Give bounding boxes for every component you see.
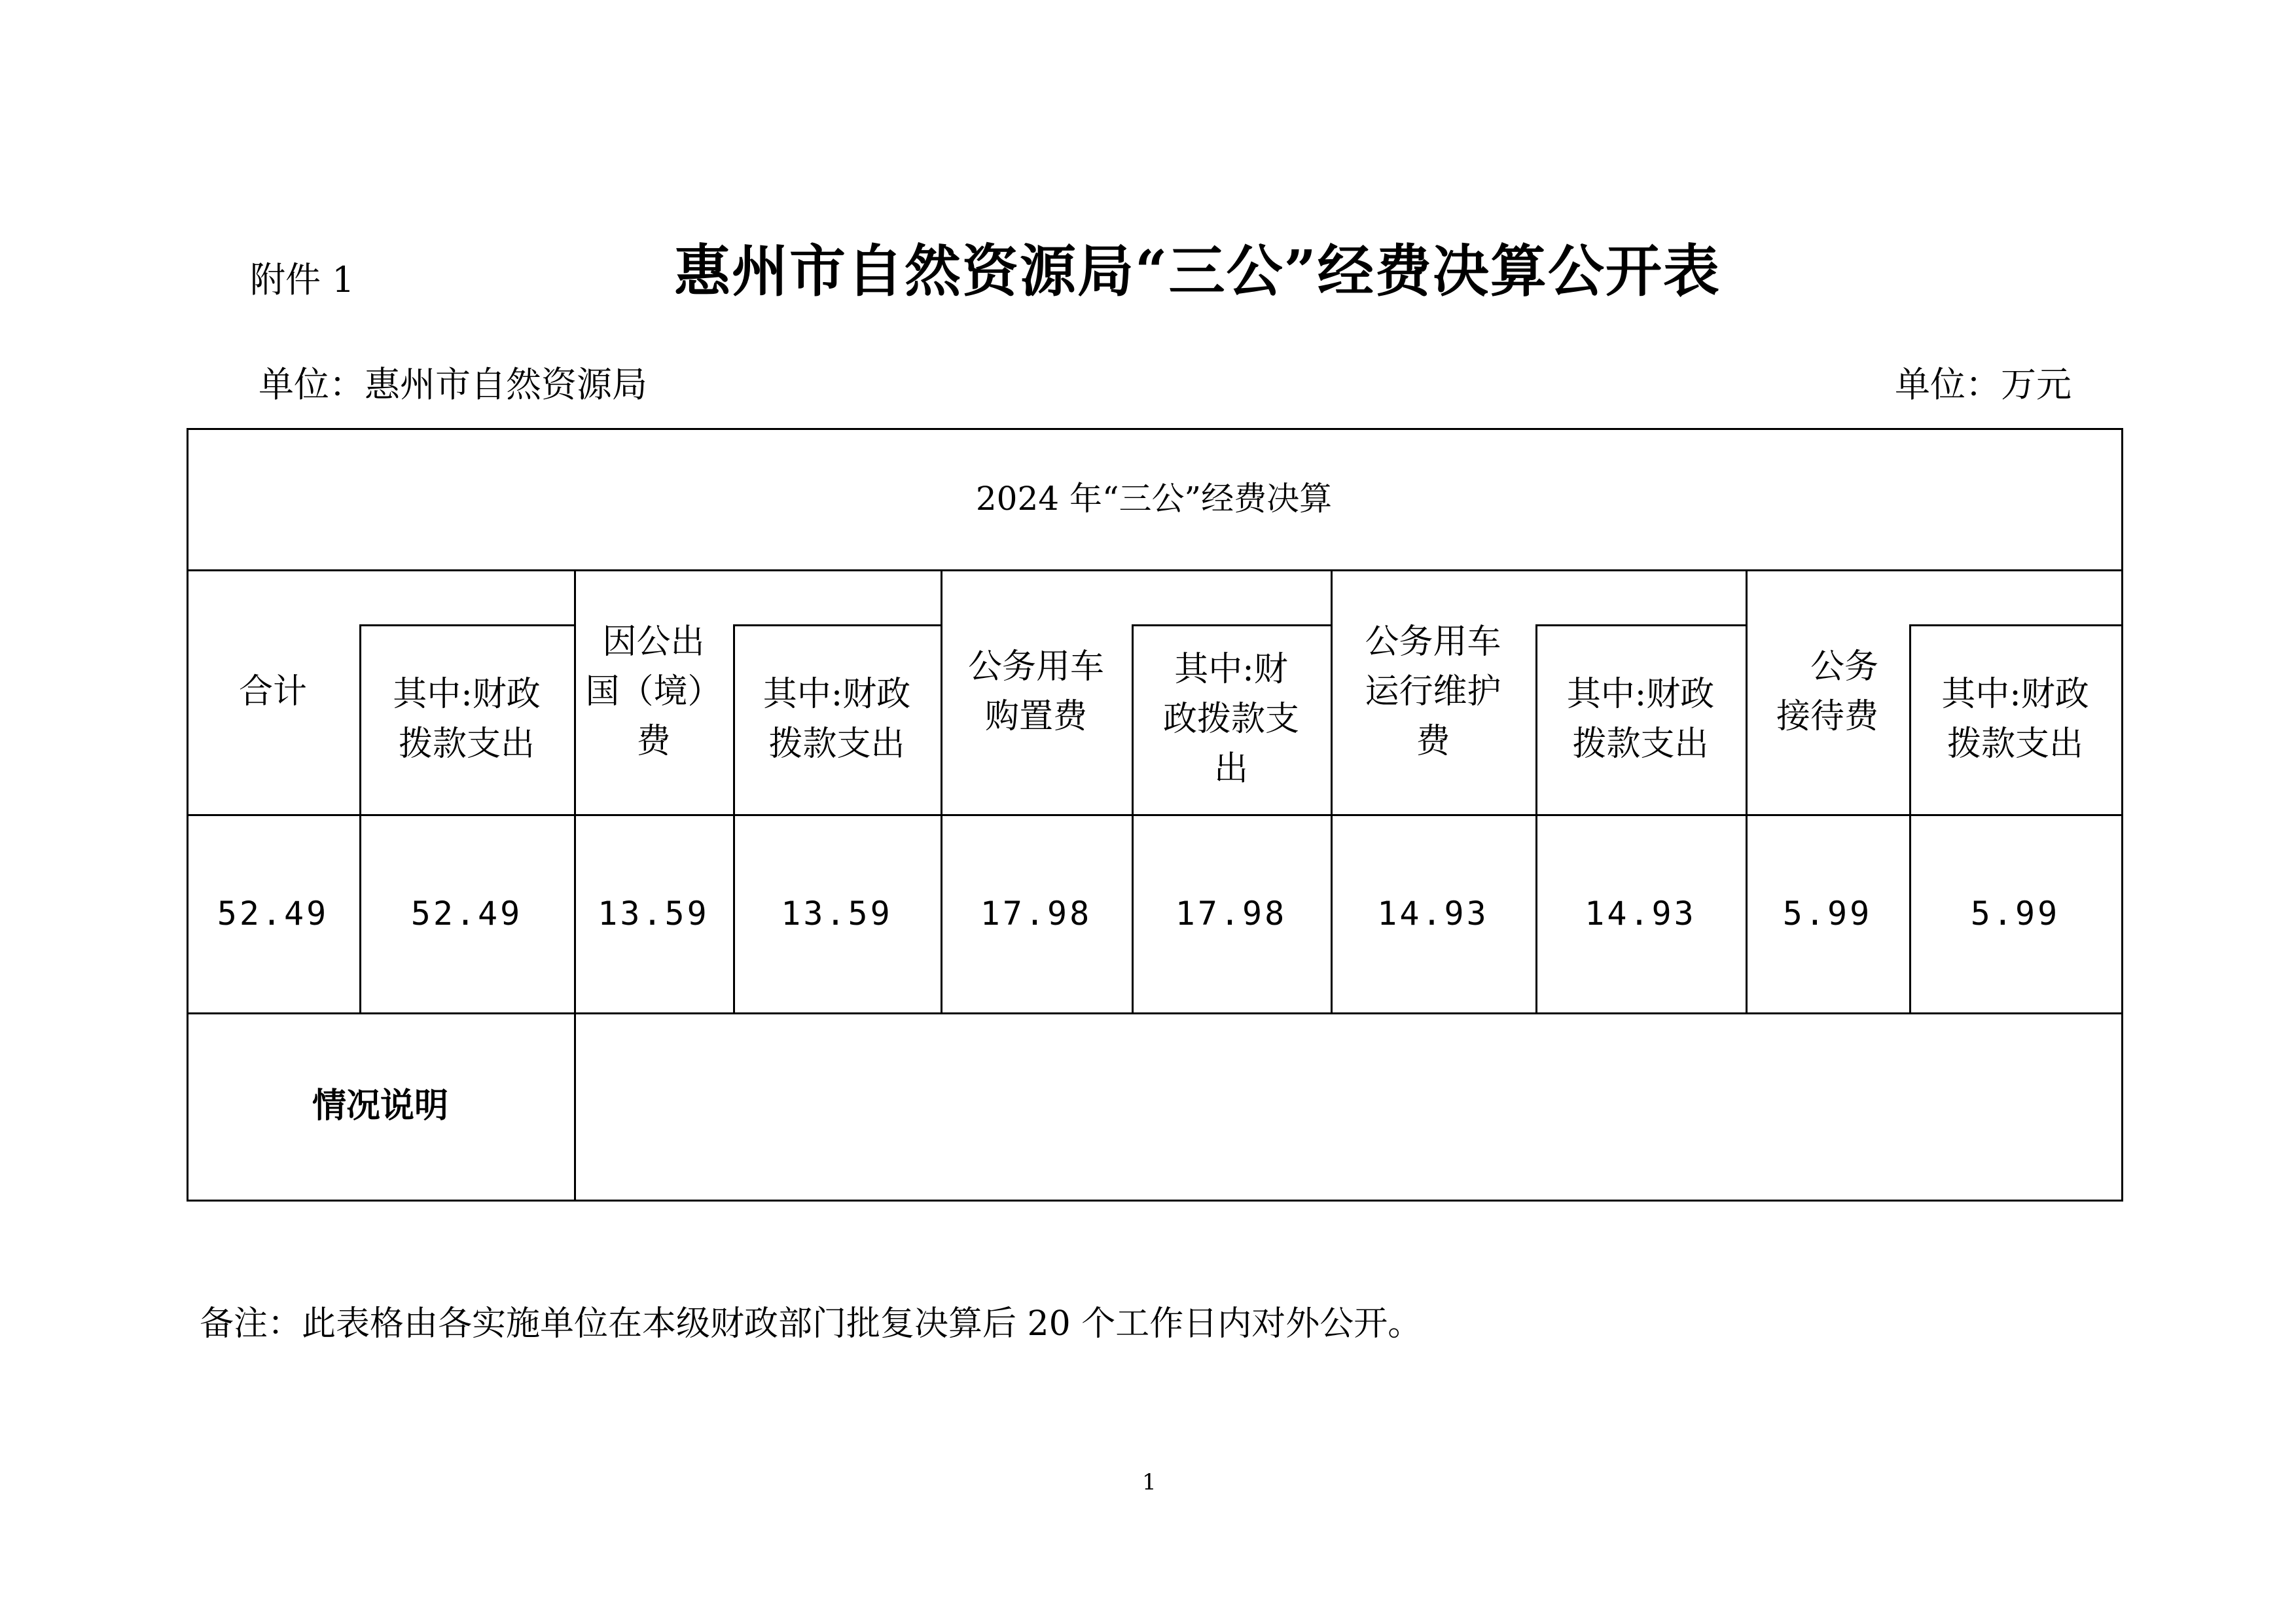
header-line: 国（境） (585, 672, 722, 711)
unit-currency: 单位：万元 (1895, 364, 2072, 405)
value-cell: 17.98 (980, 894, 1092, 933)
column-header (1535, 624, 1746, 814)
column-header-label (239, 667, 307, 717)
attachment-label: 附件 1 (250, 259, 355, 300)
column-header (359, 624, 574, 814)
column-header-label: 公务接待费 (1776, 647, 1878, 736)
value-cell: 17.98 (1175, 894, 1287, 933)
header-line: 拨款支出 (398, 724, 535, 764)
header-line: 公务用车 (967, 647, 1104, 687)
header-line: 因公出 (602, 622, 705, 662)
column-header (941, 569, 1132, 814)
explanation-text (574, 1012, 2121, 1200)
header-line: 其中:财 (1174, 650, 1288, 689)
header-line: 费 (1416, 722, 1450, 761)
column-header (574, 569, 733, 814)
column-header-label (393, 669, 541, 769)
explanation-label: 情况说明 (312, 1086, 448, 1126)
column-header (1132, 624, 1331, 814)
header-line: 其中:财政 (762, 675, 911, 714)
header-line: 出 (1213, 749, 1248, 789)
header-line: 政拨款支 (1162, 700, 1299, 739)
header-line: 合计 (238, 672, 307, 711)
column-header-label (585, 617, 721, 766)
value-cell: 5.99 (1970, 894, 2060, 933)
header-line: 拨款支出 (1946, 724, 2083, 764)
page-title: 惠州市自然资源局“三公”经费决算公开表 (674, 238, 1721, 304)
header-line: 其中:财政 (1941, 675, 2089, 714)
table-border (2121, 428, 2123, 1202)
value-cell: 13.59 (598, 894, 709, 933)
column-header (733, 624, 941, 814)
column-header-label (1163, 645, 1299, 794)
column-header (1746, 569, 1909, 814)
value-cell: 14.93 (1377, 894, 1489, 933)
unit-organization: 单位：惠州市自然资源局 (259, 364, 647, 405)
footnote: 备注：此表格由各实施单位在本级财政部门批复决算后 20 个工作日内对外公开。 (200, 1304, 1422, 1344)
header-line: 费 (636, 722, 671, 761)
table-caption: 2024 年“三公”经费决算 (975, 480, 1333, 518)
column-header (1909, 624, 2121, 814)
page-number: 1 (1142, 1469, 1157, 1495)
column-header (187, 569, 359, 814)
column-header-label (1941, 669, 2089, 769)
column-header-label (968, 642, 1104, 741)
value-cell: 13.59 (781, 894, 893, 933)
table-border (187, 1200, 2123, 1202)
value-cell: 5.99 (1782, 894, 1873, 933)
header-line: 购置费 (984, 697, 1087, 736)
column-header-label (763, 669, 911, 769)
header-line: 其中:财政 (1566, 675, 1715, 714)
header-line: 公务用车 (1365, 622, 1501, 662)
column-header (1331, 569, 1535, 814)
column-header-label (1567, 669, 1715, 769)
column-header-label (1365, 617, 1501, 766)
header-line: 拨款支出 (768, 724, 905, 764)
value-cell: 52.49 (217, 894, 329, 933)
value-cell: 14.93 (1585, 894, 1696, 933)
header-line: 运行维护 (1365, 672, 1501, 711)
header-line: 其中:财政 (393, 675, 541, 714)
header-line: 拨款支出 (1572, 724, 1709, 764)
value-cell: 52.49 (410, 894, 523, 933)
